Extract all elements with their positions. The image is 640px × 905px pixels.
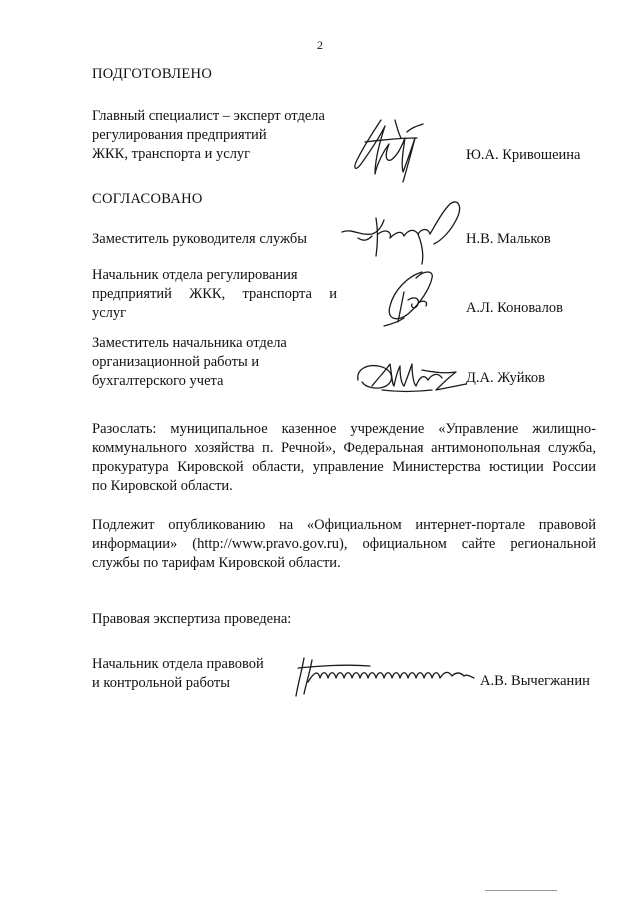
department-head-position	[92, 266, 337, 323]
agreed-heading: СОГЛАСОВАНО	[92, 191, 203, 207]
signature-krivosheina	[345, 108, 435, 188]
prepared-position	[92, 107, 325, 164]
prepared-heading: ПОДГОТОВЛЕНО	[92, 66, 213, 82]
distribution-line: коммунального хозяйства п. Речной», Федеральная антимонопольная служба,	[92, 440, 596, 456]
publication-note	[92, 516, 596, 573]
distribution-list	[92, 420, 596, 496]
konovalov-name: А.Л. Коновалов	[466, 300, 563, 316]
publication-line: Подлежит опубликованию на «Официальном интернет-портале правовой	[92, 517, 596, 533]
position-line: Главный специалист – эксперт отдела	[92, 108, 325, 124]
malkov-name: Н.В. Мальков	[466, 231, 551, 247]
position-line: услуг	[92, 305, 127, 321]
position-line: ЖКК, транспорта и услуг	[92, 146, 251, 162]
position-line: организационной работы и	[92, 354, 260, 370]
vychegzhanin-name: А.В. Вычегжанин	[480, 673, 590, 689]
position-line: Начальник отдела регулирования	[92, 267, 298, 283]
position-line: Начальник отдела правовой	[92, 656, 264, 672]
position-line: Заместитель начальника отдела	[92, 335, 287, 351]
signature-malkov	[338, 198, 468, 268]
signature-konovalov	[382, 266, 442, 330]
distribution-line: по Кировской области.	[92, 478, 233, 494]
legal-review-heading: Правовая экспертиза проведена:	[92, 611, 292, 627]
legal-department-head-position	[92, 655, 264, 693]
publication-line: информации» (http://www.pravo.gov.ru), официальном сайте региональной	[92, 536, 596, 552]
publication-line: службы по тарифам Кировской области.	[92, 555, 341, 571]
position-line: и контрольной работы	[92, 675, 230, 691]
deputy-department-head-position	[92, 334, 287, 391]
distribution-line: прокуратура Кировской области, управление Министерства юстиции России	[92, 459, 596, 475]
zhuykov-name: Д.А. Жуйков	[466, 370, 545, 386]
prepared-name: Ю.А. Кривошеина	[466, 147, 581, 163]
signature-zhuykov	[352, 356, 472, 396]
footer-rule	[485, 890, 557, 891]
position-line: предприятий ЖКК, транспорта и	[92, 286, 337, 302]
position-line: регулирования предприятий	[92, 127, 267, 143]
signature-vychegzhanin	[290, 654, 480, 698]
page-number: 2	[317, 38, 323, 52]
distribution-line: Разослать: муниципальное казенное учреждение «Управление жилищно-	[92, 421, 596, 437]
position-line: Заместитель руководителя службы	[92, 231, 308, 247]
position-line: бухгалтерского учета	[92, 373, 224, 389]
deputy-head-position	[92, 230, 307, 249]
